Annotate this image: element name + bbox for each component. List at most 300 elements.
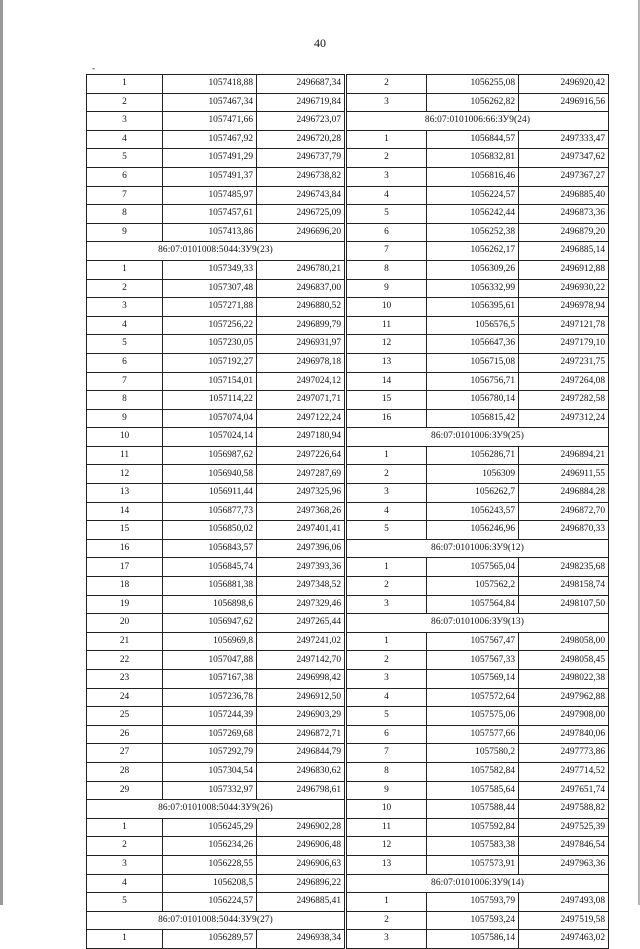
table-row xyxy=(347,558,609,577)
x-coordinate-cell: 1057154,01 xyxy=(163,372,257,391)
table-row xyxy=(87,744,345,763)
point-number-cell: 5 xyxy=(87,149,163,168)
table-row xyxy=(87,279,345,298)
y-coordinate-cell: 2497962,88 xyxy=(519,688,609,707)
x-coordinate-cell: 1056255,08 xyxy=(427,75,519,94)
y-coordinate-cell: 2497519,58 xyxy=(519,911,609,930)
point-number-cell: 1 xyxy=(87,260,163,279)
point-number-cell: 8 xyxy=(87,205,163,224)
x-coordinate-cell: 1057413,86 xyxy=(163,223,257,242)
point-number-cell: 26 xyxy=(87,725,163,744)
y-coordinate-cell: 2497714,52 xyxy=(519,762,609,781)
y-coordinate-cell: 2496894,21 xyxy=(519,446,609,465)
point-number-cell: 9 xyxy=(87,223,163,242)
point-number-cell: 24 xyxy=(87,688,163,707)
y-coordinate-cell: 2497908,00 xyxy=(519,707,609,726)
y-coordinate-cell: 2497180,94 xyxy=(257,428,345,447)
x-coordinate-cell: 1056234,26 xyxy=(163,837,257,856)
table-row xyxy=(87,595,345,614)
y-coordinate-cell: 2497287,69 xyxy=(257,465,345,484)
table-row xyxy=(87,93,345,112)
point-number-cell: 23 xyxy=(87,670,163,689)
point-number-cell: 1 xyxy=(347,446,427,465)
y-coordinate-cell: 2497963,36 xyxy=(519,855,609,874)
y-coordinate-cell: 2498158,74 xyxy=(519,577,609,596)
point-number-cell: 6 xyxy=(347,223,427,242)
y-coordinate-cell: 2496798,61 xyxy=(257,781,345,800)
y-coordinate-cell: 2496978,18 xyxy=(257,353,345,372)
y-coordinate-cell: 2496920,42 xyxy=(519,75,609,94)
point-number-cell: 3 xyxy=(87,112,163,131)
table-row xyxy=(87,725,345,744)
table-row xyxy=(347,744,609,763)
y-coordinate-cell: 2496687,34 xyxy=(257,75,345,94)
y-coordinate-cell: 2497525,39 xyxy=(519,818,609,837)
y-coordinate-cell: 2496885,41 xyxy=(257,893,345,912)
y-coordinate-cell: 2497282,58 xyxy=(519,391,609,410)
table-body-left xyxy=(87,75,345,949)
table-row xyxy=(87,353,345,372)
point-number-cell: 7 xyxy=(347,242,427,261)
x-coordinate-cell: 1057569,14 xyxy=(427,670,519,689)
table-row xyxy=(347,465,609,484)
table-row xyxy=(87,149,345,168)
y-coordinate-cell: 2497401,41 xyxy=(257,521,345,540)
table-row xyxy=(87,428,345,447)
point-number-cell: 1 xyxy=(87,930,163,949)
table-row xyxy=(347,391,609,410)
x-coordinate-cell: 1056969,8 xyxy=(163,632,257,651)
y-coordinate-cell: 2497348,52 xyxy=(257,577,345,596)
table-row xyxy=(347,800,609,819)
y-coordinate-cell: 2496896,22 xyxy=(257,874,345,893)
x-coordinate-cell: 1056898,6 xyxy=(163,595,257,614)
table-row xyxy=(87,260,345,279)
x-coordinate-cell: 1057167,38 xyxy=(163,670,257,689)
point-number-cell: 9 xyxy=(87,409,163,428)
table-row xyxy=(347,167,609,186)
x-coordinate-cell: 1056224,57 xyxy=(163,893,257,912)
coordinates-table-right xyxy=(346,74,609,949)
x-coordinate-cell: 1057292,79 xyxy=(163,744,257,763)
x-coordinate-cell: 1057269,68 xyxy=(163,725,257,744)
y-coordinate-cell: 2496930,22 xyxy=(519,279,609,298)
x-coordinate-cell: 1057562,2 xyxy=(427,577,519,596)
table-row xyxy=(347,595,609,614)
x-coordinate-cell: 1057573,91 xyxy=(427,855,519,874)
point-number-cell: 18 xyxy=(87,577,163,596)
table-row xyxy=(87,632,345,651)
table-row xyxy=(347,521,609,540)
table-row xyxy=(347,279,609,298)
y-coordinate-cell: 2497367,27 xyxy=(519,167,609,186)
y-coordinate-cell: 2496844,79 xyxy=(257,744,345,763)
x-coordinate-cell: 1056780,14 xyxy=(427,391,519,410)
point-number-cell: 5 xyxy=(347,707,427,726)
point-number-cell: 2 xyxy=(347,149,427,168)
point-number-cell: 20 xyxy=(87,614,163,633)
y-coordinate-cell: 2496885,40 xyxy=(519,186,609,205)
section-header-row xyxy=(347,112,609,131)
table-row xyxy=(87,521,345,540)
cadastral-number: 86:07:0101006:ЗУ9(14) xyxy=(347,874,609,893)
point-number-cell: 16 xyxy=(347,409,427,428)
y-coordinate-cell: 2496880,52 xyxy=(257,298,345,317)
point-number-cell: 2 xyxy=(347,911,427,930)
coordinates-table-left xyxy=(86,74,345,949)
cadastral-number: 86:07:0101006:66:ЗУ9(24) xyxy=(347,112,609,131)
table-row xyxy=(87,130,345,149)
table-row xyxy=(347,186,609,205)
table-row xyxy=(87,781,345,800)
x-coordinate-cell: 1057230,05 xyxy=(163,335,257,354)
x-coordinate-cell: 1057485,97 xyxy=(163,186,257,205)
y-coordinate-cell: 2498058,00 xyxy=(519,632,609,651)
table-row xyxy=(347,335,609,354)
x-coordinate-cell: 1056816,46 xyxy=(427,167,519,186)
table-row xyxy=(347,855,609,874)
x-coordinate-cell: 1056242,44 xyxy=(427,205,519,224)
x-coordinate-cell: 1057271,88 xyxy=(163,298,257,317)
table-row xyxy=(347,93,609,112)
table-row xyxy=(87,75,345,94)
point-number-cell: 10 xyxy=(347,298,427,317)
table-row xyxy=(347,577,609,596)
x-coordinate-cell: 1056843,57 xyxy=(163,539,257,558)
point-number-cell: 5 xyxy=(347,205,427,224)
point-number-cell: 2 xyxy=(87,279,163,298)
point-number-cell: 4 xyxy=(87,130,163,149)
x-coordinate-cell: 1056286,71 xyxy=(427,446,519,465)
x-coordinate-cell: 1056850,02 xyxy=(163,521,257,540)
table-row xyxy=(87,837,345,856)
section-header-row xyxy=(87,800,345,819)
x-coordinate-cell: 1057074,04 xyxy=(163,409,257,428)
point-number-cell: 2 xyxy=(87,93,163,112)
table-row xyxy=(87,707,345,726)
point-number-cell: 1 xyxy=(347,130,427,149)
y-coordinate-cell: 2497368,26 xyxy=(257,502,345,521)
y-coordinate-cell: 2497179,10 xyxy=(519,335,609,354)
point-number-cell: 8 xyxy=(87,391,163,410)
y-coordinate-cell: 2496912,88 xyxy=(519,260,609,279)
x-coordinate-cell: 1057256,22 xyxy=(163,316,257,335)
y-coordinate-cell: 2497231,75 xyxy=(519,353,609,372)
y-coordinate-cell: 2496902,28 xyxy=(257,818,345,837)
x-coordinate-cell: 1056262,17 xyxy=(427,242,519,261)
point-number-cell: 3 xyxy=(87,855,163,874)
x-coordinate-cell: 1057567,47 xyxy=(427,632,519,651)
x-coordinate-cell: 1056289,57 xyxy=(163,930,257,949)
point-number-cell: 3 xyxy=(347,670,427,689)
table-row xyxy=(347,484,609,503)
table-row xyxy=(87,614,345,633)
point-number-cell: 27 xyxy=(87,744,163,763)
y-coordinate-cell: 2496978,94 xyxy=(519,298,609,317)
section-header-row xyxy=(87,911,345,930)
point-number-cell: 3 xyxy=(87,298,163,317)
table-row xyxy=(87,818,345,837)
table-row xyxy=(347,205,609,224)
table-row xyxy=(347,725,609,744)
y-coordinate-cell: 2496911,55 xyxy=(519,465,609,484)
y-coordinate-cell: 2496743,84 xyxy=(257,186,345,205)
y-coordinate-cell: 2498058,45 xyxy=(519,651,609,670)
point-number-cell: 1 xyxy=(87,818,163,837)
x-coordinate-cell: 1056246,96 xyxy=(427,521,519,540)
x-coordinate-cell: 1056844,57 xyxy=(427,130,519,149)
y-coordinate-cell: 2496737,79 xyxy=(257,149,345,168)
table-row xyxy=(87,186,345,205)
point-number-cell: 10 xyxy=(347,800,427,819)
point-number-cell: 17 xyxy=(87,558,163,577)
section-header-row xyxy=(347,428,609,447)
point-number-cell: 3 xyxy=(347,930,427,949)
point-number-cell: 2 xyxy=(347,75,427,94)
y-coordinate-cell: 2496899,79 xyxy=(257,316,345,335)
y-coordinate-cell: 2496912,50 xyxy=(257,688,345,707)
x-coordinate-cell: 1057114,22 xyxy=(163,391,257,410)
page-number: 40 xyxy=(314,36,326,50)
table-row xyxy=(87,372,345,391)
point-number-cell: 7 xyxy=(347,744,427,763)
point-number-cell: 14 xyxy=(347,372,427,391)
x-coordinate-cell: 1057304,54 xyxy=(163,762,257,781)
table-row xyxy=(87,502,345,521)
x-coordinate-cell: 1056911,44 xyxy=(163,484,257,503)
table-row xyxy=(347,707,609,726)
point-number-cell: 22 xyxy=(87,651,163,670)
table-row xyxy=(87,893,345,912)
point-number-cell: 6 xyxy=(347,725,427,744)
point-number-cell: 7 xyxy=(87,372,163,391)
table-row xyxy=(347,762,609,781)
y-coordinate-cell: 2496906,63 xyxy=(257,855,345,874)
table-row xyxy=(87,391,345,410)
x-coordinate-cell: 1056309 xyxy=(427,465,519,484)
point-number-cell: 3 xyxy=(347,484,427,503)
cadastral-number: 86:07:0101008:5044:ЗУ9(23) xyxy=(87,242,345,261)
y-coordinate-cell: 2497329,46 xyxy=(257,595,345,614)
x-coordinate-cell: 1056576,5 xyxy=(427,316,519,335)
y-coordinate-cell: 2496830,62 xyxy=(257,762,345,781)
y-coordinate-cell: 2497493,08 xyxy=(519,893,609,912)
y-coordinate-cell: 2496725,09 xyxy=(257,205,345,224)
y-coordinate-cell: 2498107,50 xyxy=(519,595,609,614)
y-coordinate-cell: 2497325,96 xyxy=(257,484,345,503)
x-coordinate-cell: 1056845,74 xyxy=(163,558,257,577)
x-coordinate-cell: 1056262,7 xyxy=(427,484,519,503)
cadastral-number: 86:07:0101006:ЗУ9(25) xyxy=(347,428,609,447)
table-row xyxy=(87,688,345,707)
table-row xyxy=(87,335,345,354)
table-row xyxy=(347,818,609,837)
y-coordinate-cell: 2496696,20 xyxy=(257,223,345,242)
table-row xyxy=(347,260,609,279)
table-row xyxy=(347,446,609,465)
y-coordinate-cell: 2498235,68 xyxy=(519,558,609,577)
y-coordinate-cell: 2496837,00 xyxy=(257,279,345,298)
cadastral-number: 86:07:0101006:ЗУ9(12) xyxy=(347,539,609,558)
table-row xyxy=(347,353,609,372)
x-coordinate-cell: 1057349,33 xyxy=(163,260,257,279)
point-number-cell: 5 xyxy=(87,893,163,912)
y-coordinate-cell: 2497226,64 xyxy=(257,446,345,465)
x-coordinate-cell: 1056815,42 xyxy=(427,409,519,428)
point-number-cell: 11 xyxy=(347,818,427,837)
point-number-cell: 28 xyxy=(87,762,163,781)
x-coordinate-cell: 1056756,71 xyxy=(427,372,519,391)
y-coordinate-cell: 2496780,21 xyxy=(257,260,345,279)
x-coordinate-cell: 1057565,04 xyxy=(427,558,519,577)
y-coordinate-cell: 2497122,24 xyxy=(257,409,345,428)
x-coordinate-cell: 1057307,48 xyxy=(163,279,257,298)
table-row xyxy=(347,372,609,391)
table-row xyxy=(87,930,345,949)
x-coordinate-cell: 1057418,88 xyxy=(163,75,257,94)
point-number-cell: 7 xyxy=(87,186,163,205)
point-number-cell: 3 xyxy=(347,167,427,186)
point-number-cell: 4 xyxy=(347,688,427,707)
point-number-cell: 8 xyxy=(347,260,427,279)
point-number-cell: 9 xyxy=(347,781,427,800)
section-header-row xyxy=(347,614,609,633)
table-row xyxy=(87,465,345,484)
y-coordinate-cell: 2496903,29 xyxy=(257,707,345,726)
x-coordinate-cell: 1056332,99 xyxy=(427,279,519,298)
table-row xyxy=(87,112,345,131)
table-row xyxy=(347,837,609,856)
y-coordinate-cell: 2496872,71 xyxy=(257,725,345,744)
table-row xyxy=(347,930,609,949)
point-number-cell: 4 xyxy=(87,874,163,893)
scan-edge-left xyxy=(0,0,3,905)
y-coordinate-cell: 2497463,02 xyxy=(519,930,609,949)
x-coordinate-cell: 1057580,2 xyxy=(427,744,519,763)
x-coordinate-cell: 1057585,64 xyxy=(427,781,519,800)
table-row xyxy=(87,855,345,874)
point-number-cell: 19 xyxy=(87,595,163,614)
table-row xyxy=(87,874,345,893)
y-coordinate-cell: 2496938,34 xyxy=(257,930,345,949)
table-row xyxy=(347,651,609,670)
y-coordinate-cell: 2497142,70 xyxy=(257,651,345,670)
y-coordinate-cell: 2497333,47 xyxy=(519,130,609,149)
point-number-cell: 6 xyxy=(87,353,163,372)
section-header-row xyxy=(87,242,345,261)
x-coordinate-cell: 1056309,26 xyxy=(427,260,519,279)
point-number-cell: 8 xyxy=(347,762,427,781)
point-number-cell: 1 xyxy=(87,75,163,94)
x-coordinate-cell: 1056245,29 xyxy=(163,818,257,837)
table-row xyxy=(347,502,609,521)
x-coordinate-cell: 1057244,39 xyxy=(163,707,257,726)
table-row xyxy=(347,409,609,428)
x-coordinate-cell: 1056647,36 xyxy=(427,335,519,354)
table-row xyxy=(87,670,345,689)
point-number-cell: 1 xyxy=(347,893,427,912)
point-number-cell: 2 xyxy=(347,651,427,670)
table-row xyxy=(347,670,609,689)
table-row xyxy=(347,223,609,242)
point-number-cell: 13 xyxy=(87,484,163,503)
x-coordinate-cell: 1057236,78 xyxy=(163,688,257,707)
table-row xyxy=(87,577,345,596)
table-row xyxy=(87,223,345,242)
y-coordinate-cell: 2496719,84 xyxy=(257,93,345,112)
x-coordinate-cell: 1057332,97 xyxy=(163,781,257,800)
x-coordinate-cell: 1056881,38 xyxy=(163,577,257,596)
table-row xyxy=(87,762,345,781)
x-coordinate-cell: 1057582,84 xyxy=(427,762,519,781)
point-number-cell: 14 xyxy=(87,502,163,521)
table-row xyxy=(87,446,345,465)
point-number-cell: 16 xyxy=(87,539,163,558)
point-number-cell: 2 xyxy=(87,837,163,856)
table-row xyxy=(87,409,345,428)
table-row xyxy=(347,316,609,335)
x-coordinate-cell: 1056224,57 xyxy=(427,186,519,205)
table-row xyxy=(347,242,609,261)
x-coordinate-cell: 1056243,57 xyxy=(427,502,519,521)
point-number-cell: 21 xyxy=(87,632,163,651)
x-coordinate-cell: 1057467,92 xyxy=(163,130,257,149)
y-coordinate-cell: 2496884,28 xyxy=(519,484,609,503)
y-coordinate-cell: 2497265,44 xyxy=(257,614,345,633)
x-coordinate-cell: 1057467,34 xyxy=(163,93,257,112)
x-coordinate-cell: 1056228,55 xyxy=(163,855,257,874)
x-coordinate-cell: 1057491,37 xyxy=(163,167,257,186)
point-number-cell: 3 xyxy=(347,595,427,614)
x-coordinate-cell: 1056987,62 xyxy=(163,446,257,465)
point-number-cell: 6 xyxy=(87,167,163,186)
table-row xyxy=(347,130,609,149)
table-row xyxy=(347,893,609,912)
y-coordinate-cell: 2497651,74 xyxy=(519,781,609,800)
x-coordinate-cell: 1056395,61 xyxy=(427,298,519,317)
y-coordinate-cell: 2496738,82 xyxy=(257,167,345,186)
section-header-row xyxy=(347,539,609,558)
point-number-cell: 12 xyxy=(347,837,427,856)
y-coordinate-cell: 2496931,97 xyxy=(257,335,345,354)
cadastral-number: 86:07:0101006:ЗУ9(13) xyxy=(347,614,609,633)
y-coordinate-cell: 2497264,08 xyxy=(519,372,609,391)
y-coordinate-cell: 2497241,02 xyxy=(257,632,345,651)
point-number-cell: 11 xyxy=(87,446,163,465)
x-coordinate-cell: 1056940,58 xyxy=(163,465,257,484)
point-number-cell: 12 xyxy=(347,335,427,354)
x-coordinate-cell: 1056208,5 xyxy=(163,874,257,893)
point-number-cell: 13 xyxy=(347,353,427,372)
table-row xyxy=(87,205,345,224)
table-row xyxy=(347,688,609,707)
cadastral-number: 86:07:0101008:5044:ЗУ9(26) xyxy=(87,800,345,819)
x-coordinate-cell: 1056877,73 xyxy=(163,502,257,521)
x-coordinate-cell: 1057592,84 xyxy=(427,818,519,837)
x-coordinate-cell: 1057577,66 xyxy=(427,725,519,744)
table-row xyxy=(347,75,609,94)
point-number-cell: 10 xyxy=(87,428,163,447)
y-coordinate-cell: 2496720,28 xyxy=(257,130,345,149)
top-mark: - xyxy=(92,63,95,73)
x-coordinate-cell: 1057047,88 xyxy=(163,651,257,670)
point-number-cell: 15 xyxy=(87,521,163,540)
table-row xyxy=(87,484,345,503)
point-number-cell: 11 xyxy=(347,316,427,335)
point-number-cell: 1 xyxy=(347,558,427,577)
x-coordinate-cell: 1057491,29 xyxy=(163,149,257,168)
y-coordinate-cell: 2497846,54 xyxy=(519,837,609,856)
